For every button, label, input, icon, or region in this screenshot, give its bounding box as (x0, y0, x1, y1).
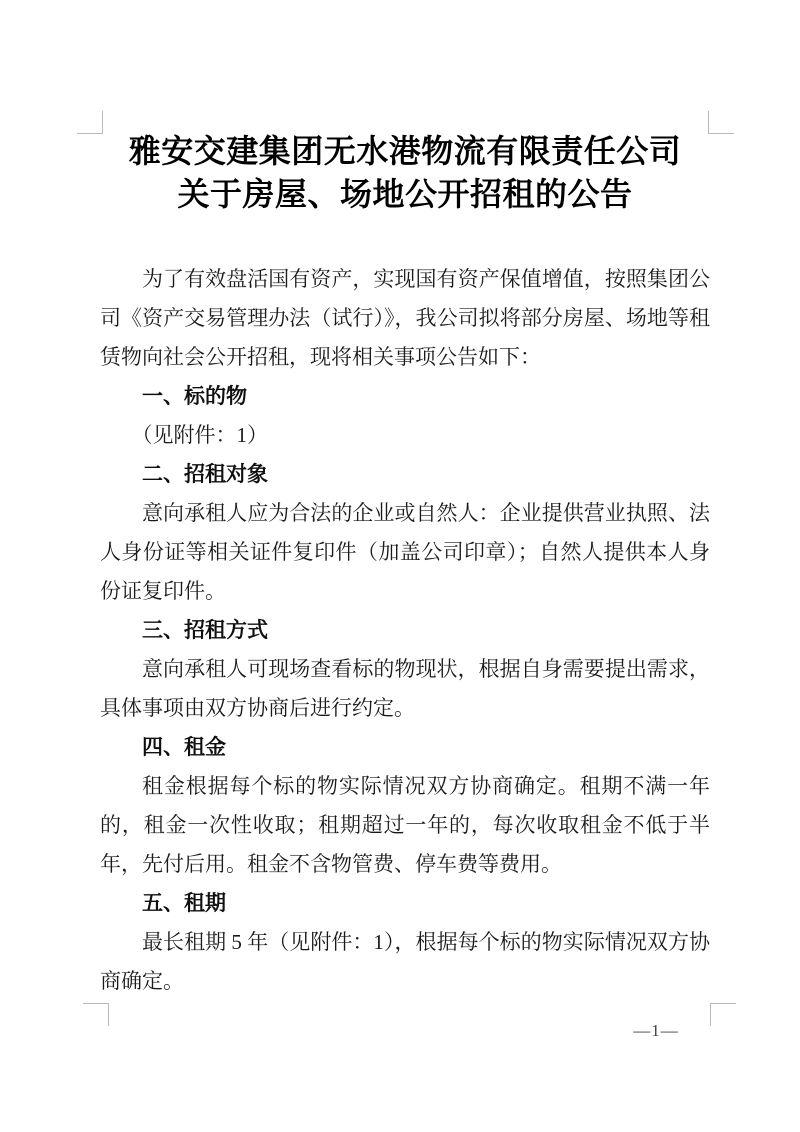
crop-mark-bottom-left-icon (83, 1003, 109, 1026)
section-5-heading: 五、租期 (142, 891, 226, 915)
page-number: —1— (633, 1021, 679, 1040)
section-4-body: 租金根据每个标的物实际情况双方协商确定。租期不满一年的，租金一次性收取；租期超过一年的，每次收取租金不低于半年，先付后用。租金不含物管费、停车费等费用。 (100, 774, 710, 876)
crop-mark-top-right-icon (708, 111, 734, 134)
section-3-body: 意向承租人可现场查看标的物现状，根据自身需要提出需求，具体事项由双方协商后进行约定。 (100, 657, 710, 720)
crop-mark-bottom-right-icon (710, 1003, 736, 1026)
section-5-body: 最长租期 5 年（见附件：1），根据每个标的物实际情况双方协商确定。 (100, 930, 710, 993)
section-2-body: 意向承租人应为合法的企业或自然人：企业提供营业执照、法人身份证等相关证件复印件（加盖公司印章）；自然人提供本人身份证复印件。 (100, 501, 710, 603)
document-body (100, 260, 710, 1001)
section-1-body: （见附件：1） (131, 423, 268, 447)
intro-paragraph: 为了有效盘活国有资产，实现国有资产保值增值，按照集团公司《资产交易管理办法（试行）》，我公司拟将部分房屋、场地等租赁物向社会公开招租，现将相关事项公告如下： (100, 267, 710, 369)
document-content (100, 130, 710, 1001)
section-1-heading: 一、标的物 (142, 384, 247, 408)
document-title (100, 130, 710, 216)
section-4-heading: 四、租金 (142, 735, 226, 759)
document-title-line-2: 关于房屋、场地公开招租的公告 (177, 176, 633, 212)
section-3-heading: 三、招租方式 (142, 618, 268, 642)
section-2-heading: 二、招租对象 (142, 462, 268, 486)
document-title-line-1: 雅安交建集团无水港物流有限责任公司 (128, 133, 682, 169)
